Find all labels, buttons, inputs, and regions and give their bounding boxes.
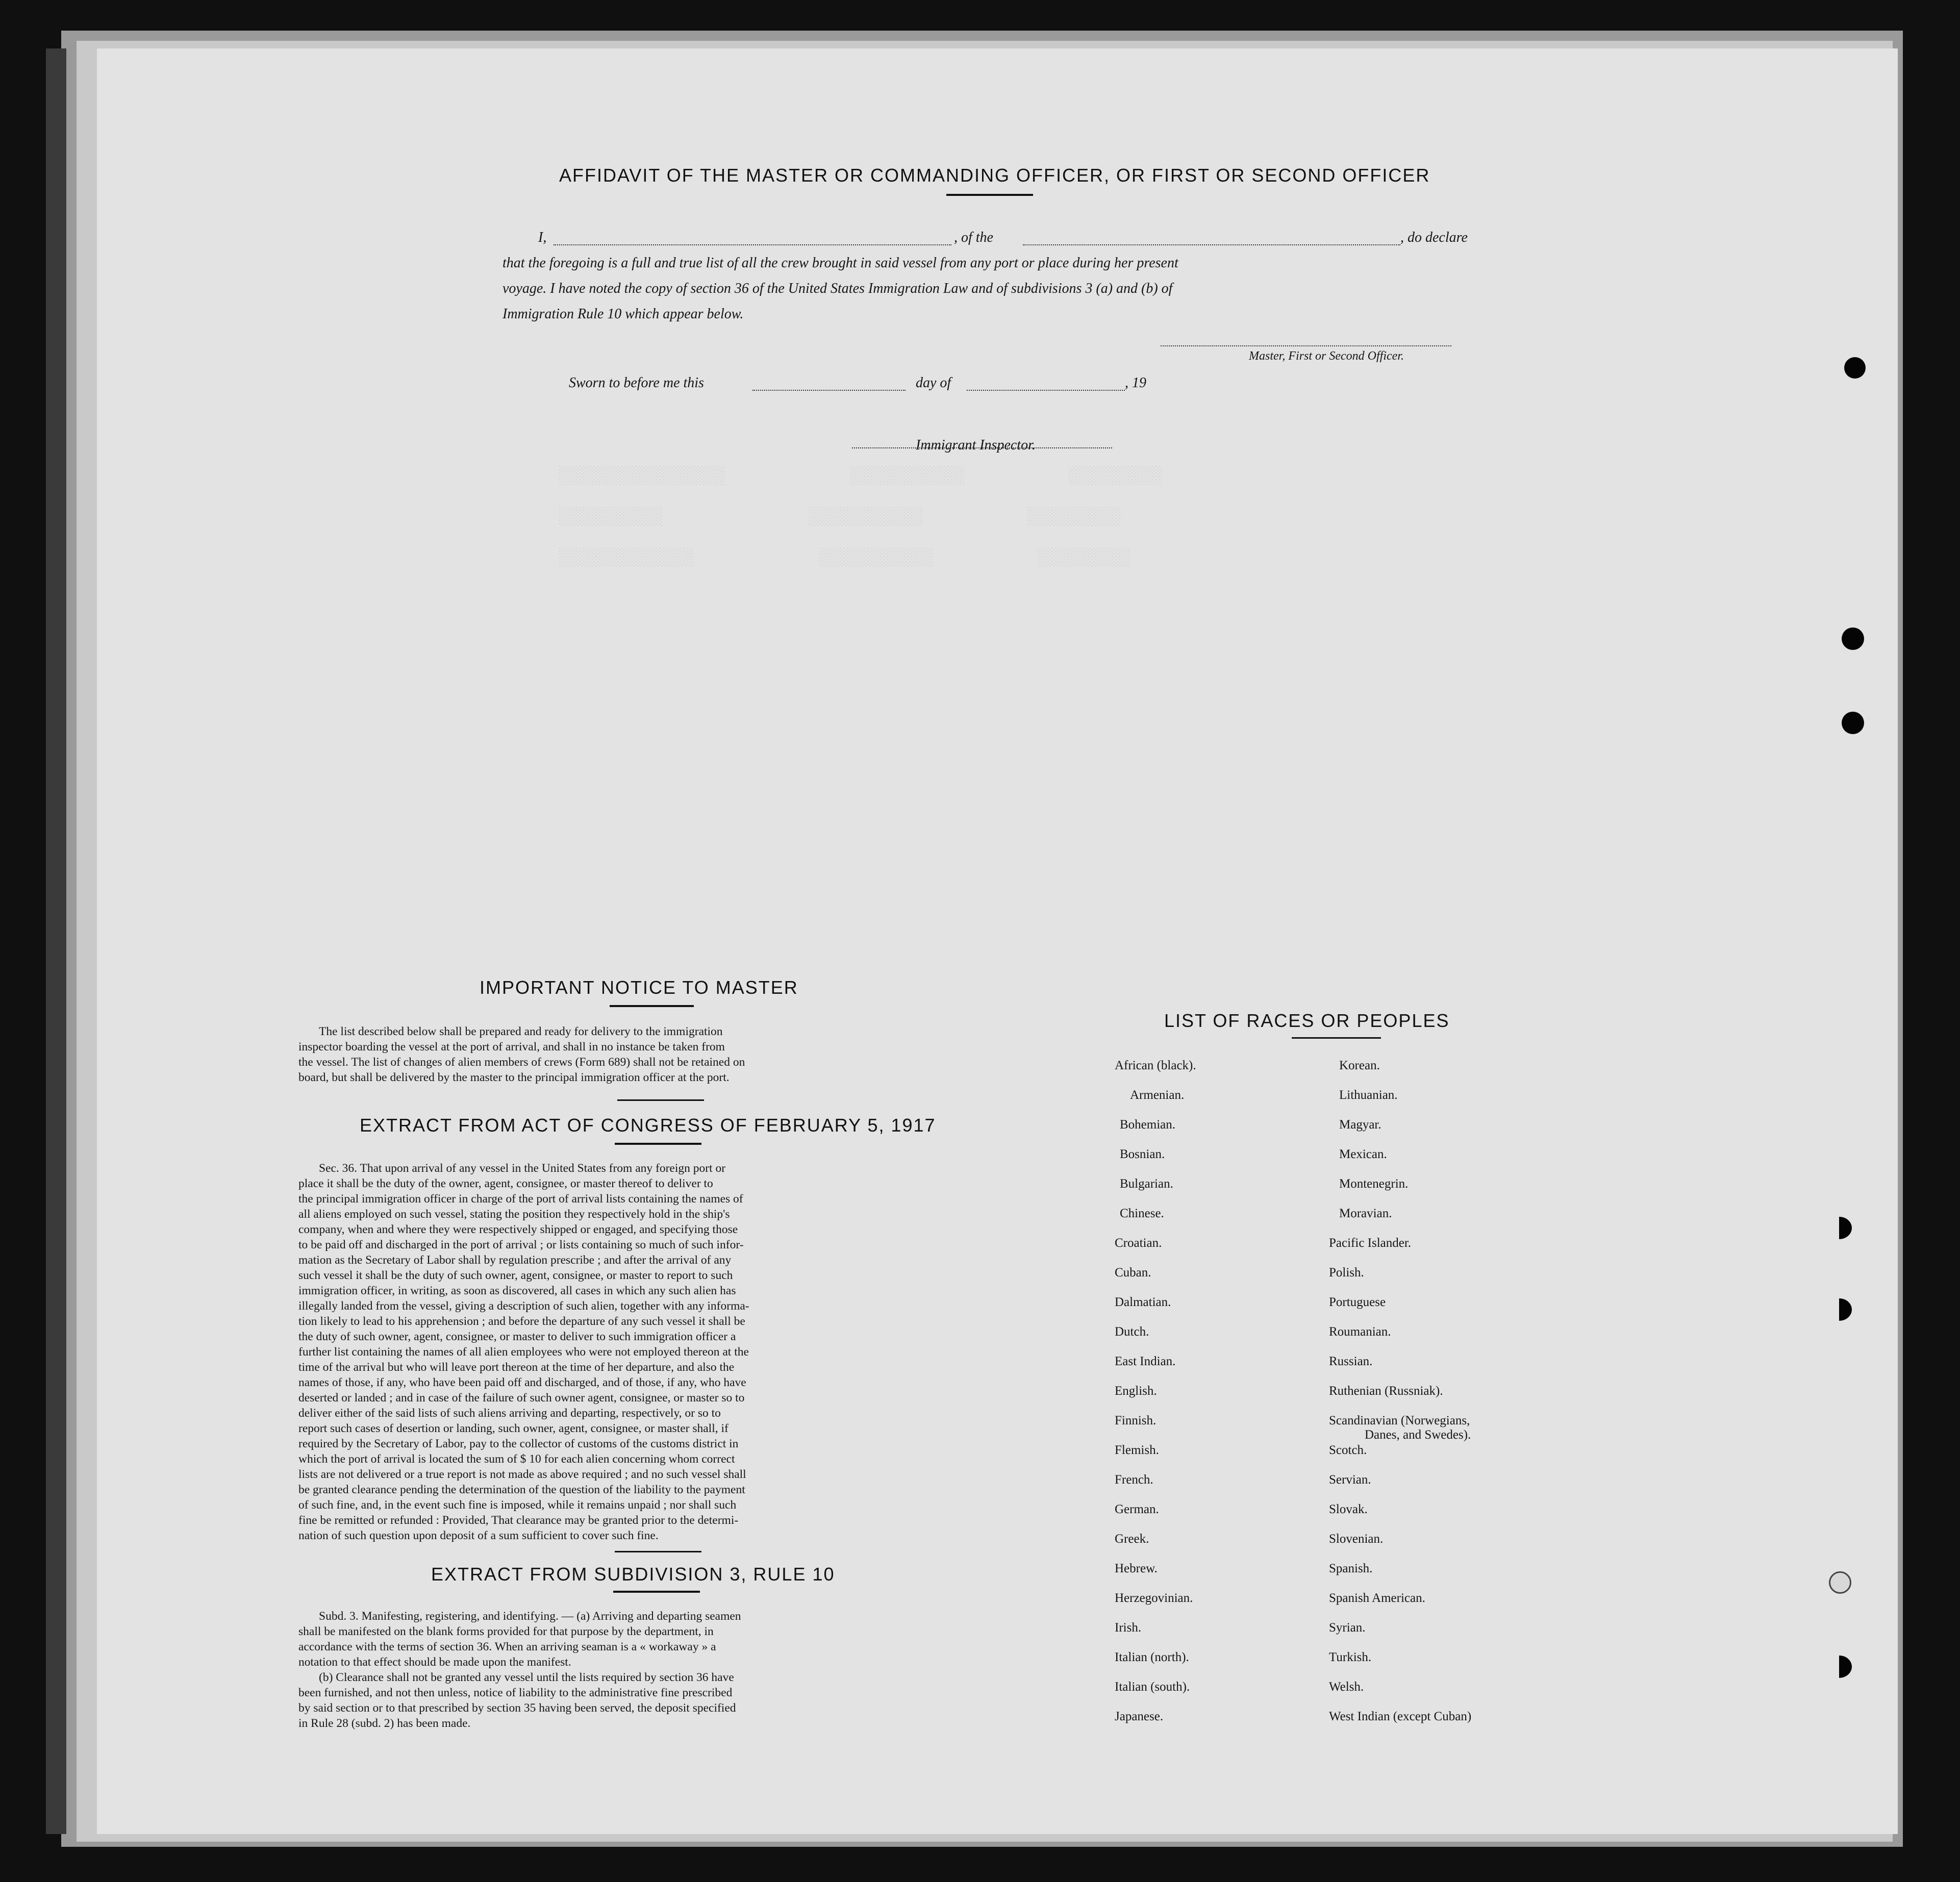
act-line: lists are not delivered or a true report is not made as above required ; and no such vessel shall — [298, 1468, 746, 1481]
rule-line: accordance with the terms of section 36. When an arriving seaman is a « workaway » a — [298, 1640, 716, 1653]
races-title-rule — [1292, 1037, 1381, 1039]
race-item: Ruthenian (Russniak). — [1329, 1384, 1443, 1398]
race-item: Montenegrin. — [1339, 1177, 1409, 1191]
affidavit-i-label: I, — [538, 230, 547, 245]
rule-line: in Rule 28 (subd. 2) has been made. — [298, 1717, 471, 1730]
sworn-label: Sworn to before me this — [569, 375, 704, 391]
race-item: Slovenian. — [1329, 1532, 1384, 1546]
race-item: Italian (south). — [1115, 1680, 1190, 1694]
rule-extract-title-rule — [613, 1591, 700, 1593]
notice-title: IMPORTANT NOTICE TO MASTER — [480, 977, 798, 998]
race-item: Moravian. — [1339, 1207, 1392, 1220]
affidavit-statement-line: that the foregoing is a full and true list of all the crew brought in said vessel from any port or place during her present — [502, 255, 1178, 271]
notice-line: the vessel. The list of changes of alien members of crews (Form 689) shall not be retained on — [298, 1056, 745, 1069]
notice-separator — [617, 1099, 704, 1101]
race-item: Bohemian. — [1120, 1118, 1176, 1132]
punch-hole — [1826, 1217, 1852, 1239]
act-line: illegally landed from the vessel, giving a description of such alien, together with any informa- — [298, 1299, 749, 1313]
race-item: Pacific Islander. — [1329, 1236, 1412, 1250]
race-item: Irish. — [1115, 1621, 1142, 1635]
affidavit-do-declare: , do declare — [1400, 230, 1468, 245]
act-line: deserted or landed ; and in case of the failure of such owner agent, consignee, or master so to — [298, 1391, 745, 1404]
year-label: , 19 — [1125, 375, 1146, 391]
race-item: German. — [1115, 1502, 1159, 1516]
race-item: Japanese. — [1115, 1710, 1164, 1723]
race-item: Magyar. — [1339, 1118, 1381, 1132]
punch-hole — [1842, 712, 1864, 734]
bleed-through-row: ░░░░░░░░░░░░░ ░░░░░░░░░░░ ░░░░░░░░░ — [413, 548, 1132, 568]
race-item: Russian. — [1329, 1354, 1373, 1368]
race-item: Spanish American. — [1329, 1591, 1425, 1605]
act-line: company, when and where they were respectively shipped or engaged, and specifying those — [298, 1223, 738, 1236]
sworn-month-field[interactable] — [967, 389, 1125, 391]
race-item: Korean. — [1339, 1059, 1380, 1072]
notice-title-rule — [610, 1005, 694, 1007]
race-item: Lithuanian. — [1339, 1088, 1398, 1102]
race-item: Scandinavian (Norwegians, — [1329, 1414, 1470, 1427]
race-item: African (black). — [1115, 1059, 1196, 1072]
act-line: required by the Secretary of Labor, pay to the collector of customs of the customs district in — [298, 1437, 739, 1450]
act-line: the duty of such owner, agent, consignee, or master to deliver to such immigration officer a — [298, 1330, 736, 1343]
race-item: Bulgarian. — [1120, 1177, 1173, 1191]
rule-line: (b) Clearance shall not be granted any vessel until the lists required by section 36 have — [319, 1671, 734, 1684]
signature-caption: Master, First or Second Officer. — [1249, 349, 1404, 363]
race-item: Welsh. — [1329, 1680, 1364, 1694]
race-item: Dalmatian. — [1115, 1295, 1171, 1309]
notice-line: inspector boarding the vessel at the port of arrival, and shall in no instance be taken from — [298, 1040, 725, 1053]
punch-hole — [1826, 1298, 1852, 1321]
act-line: be granted clearance pending the determination of the question of the liability to the payment — [298, 1483, 745, 1496]
act-line: fine be remitted or refunded : Provided, That clearance may be granted prior to the determi- — [298, 1514, 739, 1527]
affidavit-of-the-label: , of the — [954, 230, 993, 245]
races-title: LIST OF RACES OR PEOPLES — [1164, 1010, 1450, 1031]
punch-hole — [1842, 628, 1864, 650]
race-item: English. — [1115, 1384, 1157, 1398]
rule-line: shall be manifested on the blank forms provided for that purpose by the department, in — [298, 1625, 714, 1638]
act-separator — [615, 1551, 701, 1552]
race-item: Turkish. — [1329, 1650, 1372, 1664]
rule-line: notation to that effect should be made upon the manifest. — [298, 1655, 571, 1669]
race-item: Croatian. — [1115, 1236, 1162, 1250]
act-extract-title: EXTRACT FROM ACT OF CONGRESS OF FEBRUARY 5, 1917 — [360, 1115, 936, 1136]
race-item: Flemish. — [1115, 1443, 1159, 1457]
race-item: Polish. — [1329, 1266, 1364, 1279]
race-item: Bosnian. — [1120, 1147, 1165, 1161]
race-item: Dutch. — [1115, 1325, 1149, 1339]
act-line: such vessel it shall be the duty of such owner, agent, consignee, or master to report to such — [298, 1269, 733, 1282]
inspector-caption: Immigrant Inspector. — [916, 437, 1036, 453]
bleed-through-row: ░░░░░░░░░░ ░░░░░░░░░░░ ░░░░░░░░░ — [413, 508, 1121, 527]
affidavit-statement-line: Immigration Rule 10 which appear below. — [502, 306, 744, 322]
affidavit-title-rule — [946, 194, 1033, 196]
race-item: Slovak. — [1329, 1502, 1368, 1516]
rule-line: been furnished, and not then unless, notice of liability to the administrative fine prescribed — [298, 1686, 733, 1699]
punch-hole — [1844, 357, 1866, 379]
affidavit-statement-line: voyage. I have noted the copy of section 36 of the United States Immigration Law and of subdivisions 3 (a) and (b) of — [502, 281, 1173, 296]
rule-extract-title: EXTRACT FROM SUBDIVISION 3, RULE 10 — [431, 1564, 835, 1585]
punch-hole — [1829, 1571, 1851, 1594]
race-item: Scotch. — [1329, 1443, 1367, 1457]
race-item: Portuguese — [1329, 1295, 1386, 1309]
act-line: further list containing the names of all alien employees who were not employed thereon at the — [298, 1345, 749, 1359]
act-line: place it shall be the duty of the owner, agent, consignee, or master thereof to deliver to — [298, 1177, 713, 1190]
race-item: Servian. — [1329, 1473, 1371, 1487]
act-line: nation of such question upon deposit of a sum sufficient to cover such fine. — [298, 1529, 659, 1542]
act-extract-title-rule — [615, 1143, 701, 1145]
sworn-day-field[interactable] — [752, 389, 906, 391]
act-extract-body — [298, 1161, 1048, 1543]
race-item: Spanish. — [1329, 1562, 1373, 1575]
act-line: immigration officer, in writing, as soon as discovered, all cases in which any such alien has — [298, 1284, 736, 1297]
act-line: mation as the Secretary of Labor shall by regulation prescribe ; and after the arrival of any — [298, 1253, 732, 1267]
officer-signature-field[interactable] — [1161, 344, 1451, 346]
race-item: Chinese. — [1120, 1207, 1164, 1220]
act-line: names of those, if any, who have been paid off and discharged, and of those, if any, who have — [298, 1376, 746, 1389]
act-line: tion likely to lead to his apprehension ; and before the departure of any such vessel it shall be — [298, 1315, 745, 1328]
rule-extract-body — [298, 1609, 1048, 1731]
race-item: Syrian. — [1329, 1621, 1366, 1635]
race-item: Hebrew. — [1115, 1562, 1158, 1575]
race-item: Armenian. — [1130, 1088, 1185, 1102]
affidavit-title: AFFIDAVIT OF THE MASTER OR COMMANDING OFFICER, OR FIRST OR SECOND OFFICER — [559, 165, 1430, 186]
day-of-label: day of — [916, 375, 951, 391]
race-item: Mexican. — [1339, 1147, 1387, 1161]
race-item: Italian (north). — [1115, 1650, 1189, 1664]
races-right-column — [1329, 1059, 1471, 1739]
race-item: West Indian (except Cuban) — [1329, 1710, 1472, 1723]
race-item: East Indian. — [1115, 1354, 1176, 1368]
act-line: all aliens employed on such vessel, stating the position they respectively hold in the ship's — [298, 1208, 730, 1221]
rule-line: Subd. 3. Manifesting, registering, and identifying. — (a) Arriving and departing seamen — [319, 1610, 741, 1623]
act-line: to be paid off and discharged in the port of arrival ; or lists containing so much of such infor- — [298, 1238, 744, 1251]
punch-hole — [1826, 1655, 1852, 1678]
race-item: Finnish. — [1115, 1414, 1157, 1427]
act-line: of such fine, and, in the event such fine is imposed, while it remains unpaid ; nor shall such — [298, 1498, 737, 1512]
officer-name-field[interactable] — [554, 243, 951, 245]
vessel-name-field[interactable] — [1023, 243, 1400, 245]
race-item: Herzegovinian. — [1115, 1591, 1193, 1605]
document-page — [97, 48, 1898, 1834]
act-line: the principal immigration officer in charge of the port of arrival lists containing the names of — [298, 1192, 743, 1206]
notice-body — [298, 1024, 1048, 1085]
bleed-through-row: ░░░░░░░░░░░░░░░░ ░░░░░░░░░░░ ░░░░░░░░░ — [413, 467, 1163, 486]
left-edge-strip — [46, 48, 66, 1834]
act-line: report such cases of desertion or landing, such owner, agent, consignee, or master shall, if — [298, 1422, 728, 1435]
notice-line: board, but shall be delivered by the master to the principal immigration officer at the port. — [298, 1071, 730, 1084]
race-item: Greek. — [1115, 1532, 1149, 1546]
act-line: deliver either of the said lists of such aliens arriving and departing, respectively, or so to — [298, 1407, 721, 1420]
act-line: Sec. 36. That upon arrival of any vessel in the United States from any foreign port or — [319, 1162, 726, 1175]
race-item-continued: Danes, and Swedes). — [1365, 1428, 1471, 1442]
races-left-column — [1115, 1059, 1196, 1739]
race-item: French. — [1115, 1473, 1153, 1487]
rule-line: by said section or to that prescribed by section 35 having been served, the deposit specified — [298, 1701, 736, 1715]
race-item: Roumanian. — [1329, 1325, 1391, 1339]
race-item: Cuban. — [1115, 1266, 1151, 1279]
act-line: which the port of arrival is located the sum of $ 10 for each alien concerning whom correct — [298, 1452, 735, 1466]
notice-line: The list described below shall be prepared and ready for delivery to the immigration — [319, 1025, 723, 1038]
act-line: time of the arrival but who will leave port thereon at the time of her departure, and also the — [298, 1361, 735, 1374]
